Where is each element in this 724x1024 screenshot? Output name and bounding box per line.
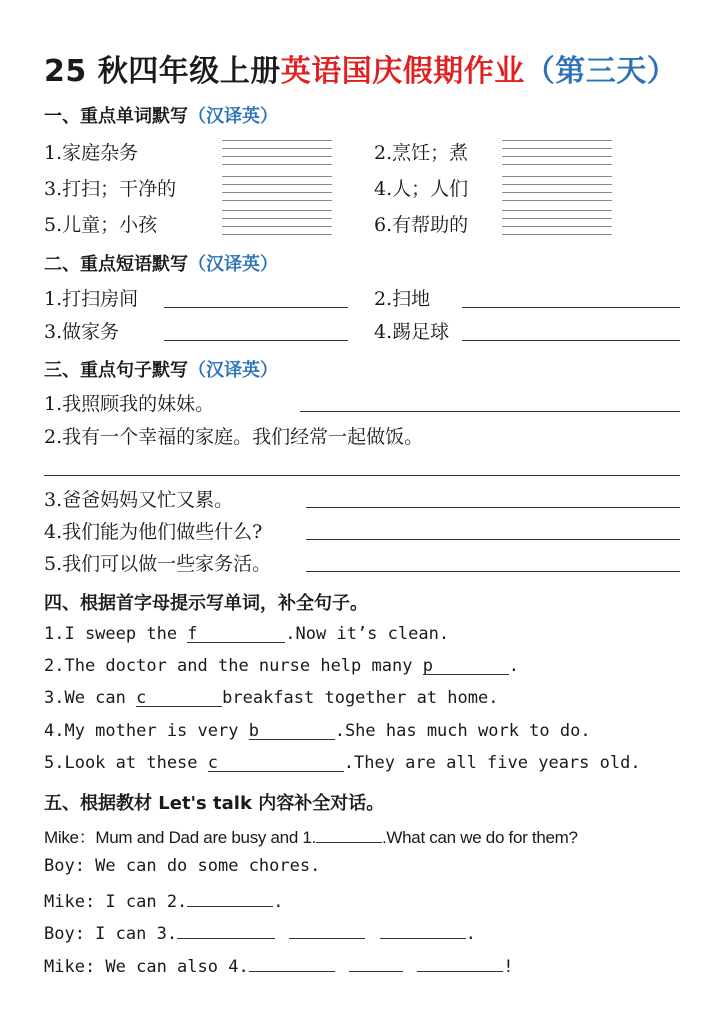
first-letter-hint: p bbox=[422, 656, 433, 676]
fill-question-2 bbox=[44, 656, 519, 676]
title-grade: 25 秋四年级上册 bbox=[44, 54, 281, 89]
fill-question-5 bbox=[44, 753, 641, 773]
fill-question-4-end: .She has much work to do. bbox=[334, 721, 591, 741]
sentence-answer-line-1[interactable] bbox=[300, 411, 680, 412]
sentence-answer-line-2[interactable] bbox=[44, 475, 680, 476]
section-1-heading bbox=[44, 102, 278, 128]
dialogue-line-2-text: Boy: We can do some chores. bbox=[44, 856, 321, 876]
fill-question-1 bbox=[44, 624, 449, 644]
dialogue-line-1 bbox=[44, 823, 578, 848]
fill-question-2-end: . bbox=[508, 656, 519, 676]
section-3-heading bbox=[44, 356, 278, 382]
dialogue-line-2 bbox=[44, 856, 320, 876]
writing-lines-6[interactable] bbox=[502, 210, 612, 240]
sentence-item-3: 3.爸爸妈妈又忙又累。 bbox=[44, 489, 234, 511]
fill-question-1-start: 1.I sweep the bbox=[44, 624, 188, 644]
word-item-3: 3.打扫；干净的 bbox=[44, 178, 177, 200]
phrase-answer-line-2[interactable] bbox=[462, 307, 680, 308]
phrase-item-4: 4.踢足球 bbox=[374, 321, 450, 343]
first-letter-hint: c bbox=[207, 753, 219, 773]
word-item-2: 2.烹饪；煮 bbox=[374, 142, 469, 164]
dialogue-line-5-start: Mike: We can also 4. bbox=[44, 957, 249, 977]
section-4-heading bbox=[44, 589, 368, 615]
dialogue-line-1-end: .What can we do for them? bbox=[381, 828, 578, 847]
dialogue-line-5 bbox=[44, 953, 513, 977]
dialogue-line-5-end: ! bbox=[503, 957, 514, 977]
fill-question-4 bbox=[44, 721, 591, 741]
dialogue-blank-4c[interactable] bbox=[417, 953, 503, 972]
fill-blank-5[interactable] bbox=[208, 753, 344, 772]
dialogue-line-3 bbox=[44, 888, 284, 912]
dialogue-line-4-start: Boy: I can 3. bbox=[44, 924, 178, 944]
dialogue-blank-3b[interactable] bbox=[289, 920, 365, 939]
fill-question-4-start: 4.My mother is very bbox=[44, 721, 249, 741]
fill-question-5-start: 5.Look at these bbox=[44, 753, 208, 773]
word-item-1: 1.家庭杂务 bbox=[44, 142, 139, 164]
phrase-item-3: 3.做家务 bbox=[44, 321, 120, 343]
dialogue-blank-2[interactable] bbox=[187, 888, 273, 907]
sentence-answer-line-5[interactable] bbox=[306, 571, 680, 572]
phrase-item-1: 1.打扫房间 bbox=[44, 288, 139, 310]
sentence-answer-line-4[interactable] bbox=[306, 539, 680, 540]
word-item-6: 6.有帮助的 bbox=[374, 214, 469, 236]
fill-question-1-end: .Now it’s clean. bbox=[285, 624, 450, 644]
writing-lines-3[interactable] bbox=[222, 176, 332, 206]
fill-blank-4[interactable] bbox=[249, 721, 335, 740]
first-letter-hint: f bbox=[187, 624, 198, 644]
first-letter-hint: b bbox=[248, 721, 259, 741]
fill-question-3-start: 3.We can bbox=[44, 688, 137, 708]
writing-lines-1[interactable] bbox=[222, 140, 332, 170]
dialogue-line-3-end: . bbox=[273, 892, 284, 912]
section-1-title: 一、重点单词默写 bbox=[44, 106, 188, 127]
writing-lines-5[interactable] bbox=[222, 210, 332, 240]
writing-lines-2[interactable] bbox=[502, 140, 612, 170]
dialogue-blank-3a[interactable] bbox=[177, 920, 275, 939]
word-item-4: 4.人；人们 bbox=[374, 178, 469, 200]
fill-blank-2[interactable] bbox=[423, 656, 509, 675]
fill-blank-3[interactable] bbox=[136, 688, 222, 707]
dialogue-line-1-start: Mike：Mum and Dad are busy and 1. bbox=[44, 828, 316, 847]
first-letter-hint: c bbox=[136, 688, 147, 708]
dialogue-blank-4a[interactable] bbox=[249, 953, 335, 972]
fill-question-2-start: 2.The doctor and the nurse help many bbox=[44, 656, 423, 676]
fill-question-5-end: .They are all five years old. bbox=[343, 753, 641, 773]
section-3-title: 三、重点句子默写 bbox=[44, 360, 188, 381]
section-2-title: 二、重点短语默写 bbox=[44, 254, 188, 275]
fill-question-3-end: breakfast together at home. bbox=[222, 688, 499, 708]
dialogue-blank-4b[interactable] bbox=[349, 953, 403, 972]
word-item-5: 5.儿童；小孩 bbox=[44, 214, 158, 236]
sentence-item-2: 2.我有一个幸福的家庭。我们经常一起做饭。 bbox=[44, 426, 424, 448]
sentence-item-5: 5.我们可以做一些家务活。 bbox=[44, 553, 272, 575]
dialogue-line-3-start: Mike: I can 2. bbox=[44, 892, 188, 912]
dialogue-line-4 bbox=[44, 920, 476, 944]
fill-blank-1[interactable] bbox=[187, 624, 285, 643]
sentence-item-4: 4.我们能为他们做些什么? bbox=[44, 521, 263, 543]
fill-question-3 bbox=[44, 688, 498, 708]
title-day: （第三天） bbox=[524, 54, 678, 89]
section-5-title: 五、根据教材 Let's talk 内容补全对话。 bbox=[44, 793, 385, 814]
section-2-heading bbox=[44, 250, 278, 276]
phrase-item-2: 2.扫地 bbox=[374, 288, 431, 310]
section-1-hint: （汉译英） bbox=[188, 106, 278, 127]
dialogue-blank-3c[interactable] bbox=[380, 920, 466, 939]
dialogue-blank-1[interactable] bbox=[316, 824, 382, 843]
page-title bbox=[44, 46, 677, 90]
phrase-answer-line-4[interactable] bbox=[462, 340, 680, 341]
sentence-item-1: 1.我照顾我的妹妹。 bbox=[44, 393, 215, 415]
phrase-answer-line-3[interactable] bbox=[164, 340, 348, 341]
section-4-title: 四、根据首字母提示写单词，补全句子。 bbox=[44, 593, 368, 614]
sentence-answer-line-3[interactable] bbox=[306, 507, 680, 508]
section-3-hint: （汉译英） bbox=[188, 360, 278, 381]
writing-lines-4[interactable] bbox=[502, 176, 612, 206]
section-2-hint: （汉译英） bbox=[188, 254, 278, 275]
title-subject: 英语国庆假期作业 bbox=[280, 54, 525, 89]
section-5-heading bbox=[44, 789, 384, 815]
dialogue-line-4-end: . bbox=[465, 924, 476, 944]
phrase-answer-line-1[interactable] bbox=[164, 307, 348, 308]
